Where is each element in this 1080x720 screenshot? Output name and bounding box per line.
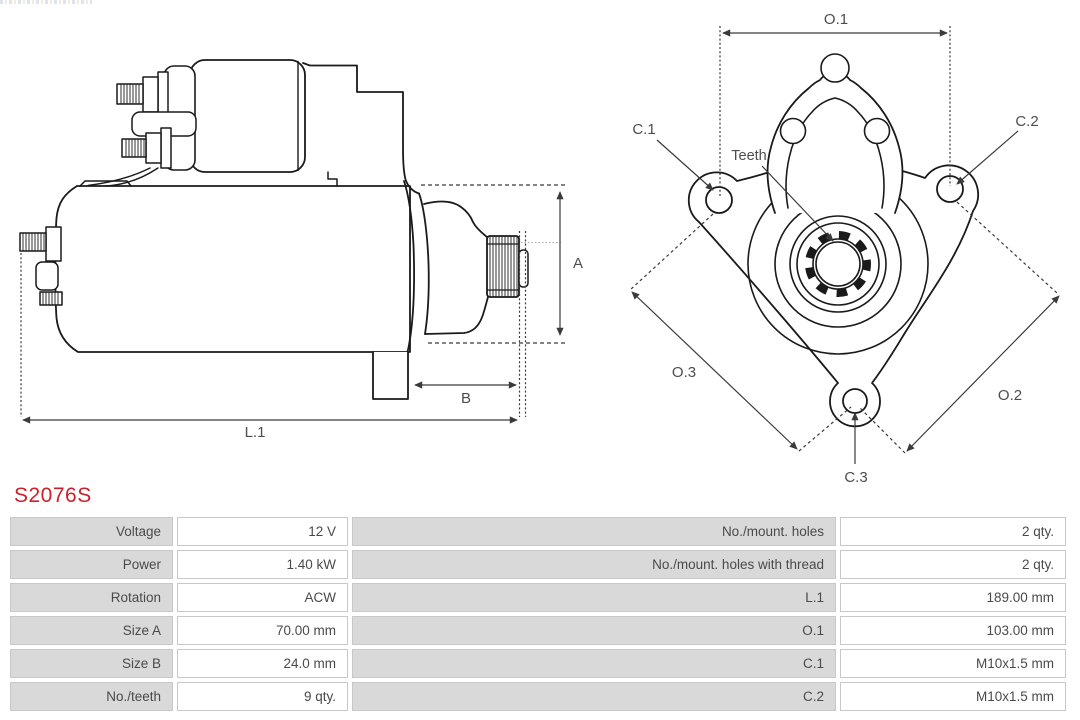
dim-label-b: B bbox=[460, 390, 472, 407]
dim-label-c1: C.1 bbox=[632, 121, 656, 138]
dim-label-a: A bbox=[572, 255, 584, 272]
drive-housing-bell-inner bbox=[419, 194, 429, 335]
spec-label-c1: C.1 bbox=[352, 649, 836, 678]
spec-value-size-a: 70.00 mm bbox=[177, 616, 348, 645]
spec-label-l1: L.1 bbox=[352, 583, 836, 612]
solenoid-body bbox=[190, 60, 305, 172]
drive-housing-step bbox=[303, 63, 419, 194]
dim-label-c3: C.3 bbox=[844, 469, 868, 486]
dim-o3-line bbox=[632, 292, 797, 449]
dim-o2-line bbox=[907, 296, 1059, 451]
spec-label-voltage: Voltage bbox=[10, 517, 173, 546]
spec-label-mount-holes-thread: No./mount. holes with thread bbox=[352, 550, 836, 579]
c2-leader bbox=[957, 131, 1018, 184]
crown-side-hole-left bbox=[781, 119, 806, 144]
spec-value-mount-holes: 2 qty. bbox=[840, 517, 1066, 546]
mounting-lug bbox=[373, 352, 408, 399]
spec-label-mount-holes: No./mount. holes bbox=[352, 517, 836, 546]
side-view-diagram bbox=[0, 0, 600, 470]
spec-value-l1: 189.00 mm bbox=[840, 583, 1066, 612]
spec-value-rotation: ACW bbox=[177, 583, 348, 612]
dim-label-o2: O.2 bbox=[997, 387, 1023, 404]
spec-value-c1: M10x1.5 mm bbox=[840, 649, 1066, 678]
solenoid-terminal-top bbox=[117, 72, 168, 117]
teeth-label: Teeth bbox=[731, 148, 767, 164]
spec-table bbox=[10, 517, 1066, 711]
spec-value-power: 1.40 kW bbox=[177, 550, 348, 579]
pinion-gear bbox=[487, 236, 528, 297]
dim-label-c2: C.2 bbox=[1015, 113, 1039, 130]
drive-hub-bottom bbox=[425, 297, 488, 334]
crown-side-hole-right bbox=[865, 119, 890, 144]
top-mount-hole bbox=[821, 54, 849, 82]
spec-label-size-a: Size A bbox=[10, 616, 173, 645]
spec-value-voltage: 12 V bbox=[177, 517, 348, 546]
drive-hub-top bbox=[424, 202, 487, 237]
motor-terminal-studs bbox=[20, 227, 62, 305]
gear-end-cap bbox=[519, 250, 528, 287]
spec-label-power: Power bbox=[10, 550, 173, 579]
o3-extension-upper bbox=[630, 214, 713, 290]
spec-value-size-b: 24.0 mm bbox=[177, 649, 348, 678]
front-view-diagram bbox=[600, 0, 1080, 500]
spline-bore bbox=[816, 242, 860, 286]
spec-value-c2: M10x1.5 mm bbox=[840, 682, 1066, 711]
o2-extension-lower bbox=[860, 408, 905, 453]
dim-label-o3: O.3 bbox=[671, 364, 697, 381]
field-wire bbox=[106, 168, 158, 186]
spec-label-size-b: Size B bbox=[10, 649, 173, 678]
solenoid-bracket-step bbox=[328, 172, 337, 186]
left-mount-hole bbox=[706, 187, 732, 213]
solenoid-terminal-bottom bbox=[122, 128, 171, 168]
dim-label-o1: O.1 bbox=[823, 11, 849, 28]
motor-body bbox=[55, 186, 410, 352]
spec-label-teeth: No./teeth bbox=[10, 682, 173, 711]
spec-value-o1: 103.00 mm bbox=[840, 616, 1066, 645]
dim-label-l1: L.1 bbox=[244, 424, 266, 441]
spec-value-mount-holes-thread: 2 qty. bbox=[840, 550, 1066, 579]
field-wire bbox=[88, 168, 150, 186]
spec-value-teeth: 9 qty. bbox=[177, 682, 348, 711]
right-mount-hole bbox=[937, 176, 963, 202]
spec-label-o1: O.1 bbox=[352, 616, 836, 645]
part-number: S2076S bbox=[14, 484, 92, 507]
o2-extension-upper bbox=[957, 202, 1057, 293]
spec-label-rotation: Rotation bbox=[10, 583, 173, 612]
bottom-mount-hole bbox=[843, 389, 867, 413]
c1-leader bbox=[657, 140, 713, 190]
spec-label-c2: C.2 bbox=[352, 682, 836, 711]
